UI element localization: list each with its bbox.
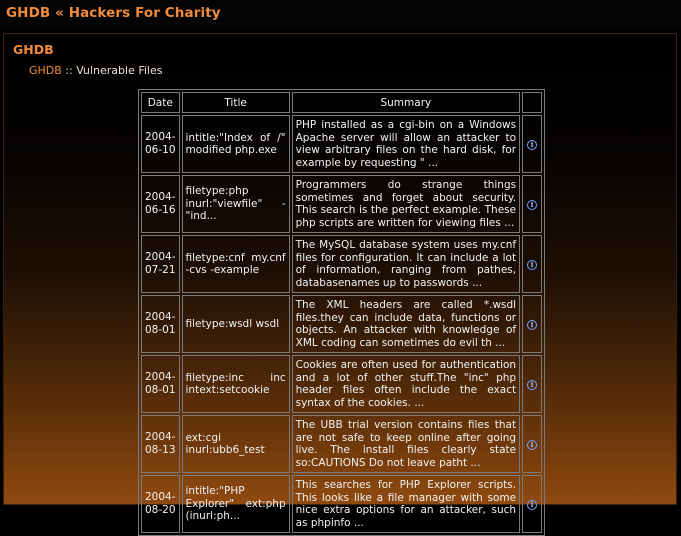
row-date: 2004-07-21 <box>141 235 180 293</box>
table-row <box>141 415 542 473</box>
row-title[interactable]: ext:cgi inurl:ubb6_test <box>182 415 290 473</box>
row-summary: This searches for PHP Explorer scripts. This looks like a file manager with some nice extra options for an attacker, such as phpinfo ... <box>292 475 520 533</box>
row-summary: Programmers do strange things sometimes and forget about security. This search is the perfect example. These php scripts are written for viewing files ... <box>292 175 520 233</box>
row-title[interactable]: filetype:php inurl:"viewfile" -"ind... <box>182 175 290 233</box>
info-icon[interactable]: i <box>527 500 537 510</box>
breadcrumb <box>29 64 162 77</box>
info-icon[interactable]: i <box>527 320 537 330</box>
table-row <box>141 475 542 533</box>
breadcrumb-separator: :: <box>61 64 77 77</box>
header-bar <box>0 0 681 30</box>
row-title[interactable]: filetype:cnf my.cnf -cvs -example <box>182 235 290 293</box>
row-title[interactable]: intitle:"Index of /" modified php.exe <box>182 115 290 173</box>
column-header-info <box>522 92 542 113</box>
results-table <box>138 89 545 536</box>
table-row <box>141 355 542 413</box>
row-title[interactable]: filetype:wsdl wsdl <box>182 295 290 353</box>
table-row <box>141 175 542 233</box>
row-summary: The UBB trial version contains files that are not safe to keep online after going live. The install files clearly state so:CAUTIONS Do not leave patht ... <box>292 415 520 473</box>
content-panel <box>3 33 677 529</box>
breadcrumb-link-ghdb[interactable]: GHDB <box>29 64 62 77</box>
row-date: 2004-08-01 <box>141 295 180 353</box>
row-summary: Cookies are often used for authentication and a lot of other stuff.The "inc" php header files often include the exact syntax of the cookies. ... <box>292 355 520 413</box>
row-date: 2004-08-20 <box>141 475 180 533</box>
row-date: 2004-08-13 <box>141 415 180 473</box>
column-header-title[interactable]: Title <box>182 92 290 113</box>
table-row <box>141 235 542 293</box>
info-icon[interactable]: i <box>527 140 537 150</box>
panel-title: GHDB <box>13 42 54 57</box>
table-row <box>141 115 542 173</box>
row-date: 2004-06-10 <box>141 115 180 173</box>
site-title[interactable]: GHDB « Hackers For Charity <box>6 5 221 21</box>
row-summary: PHP installed as a cgi-bin on a Windows Apache server will allow an attacker to view arbitrary files on the hard disk, for example by requesting " ... <box>292 115 520 173</box>
table-header-row <box>141 92 542 113</box>
row-title[interactable]: intitle:"PHP Explorer" ext:php (inurl:ph... <box>182 475 290 533</box>
row-summary: The MySQL database system uses my.cnf files for configuration. It can include a lot of information, ranging from pathes, databasenames up to passwords ... <box>292 235 520 293</box>
info-icon[interactable]: i <box>527 440 537 450</box>
table-row <box>141 295 542 353</box>
row-summary: The XML headers are called *.wsdl files.they can include data, functions or objects. An attacker with knowledge of XML coding can sometimes do evil th ... <box>292 295 520 353</box>
info-icon[interactable]: i <box>527 260 537 270</box>
info-icon[interactable]: i <box>527 380 537 390</box>
column-header-summary[interactable]: Summary <box>292 92 520 113</box>
row-date: 2004-06-16 <box>141 175 180 233</box>
column-header-date[interactable]: Date <box>141 92 180 113</box>
breadcrumb-current: Vulnerable Files <box>76 64 163 77</box>
info-icon[interactable]: i <box>527 200 537 210</box>
row-title[interactable]: filetype:inc inc intext:setcookie <box>182 355 290 413</box>
row-date: 2004-08-01 <box>141 355 180 413</box>
